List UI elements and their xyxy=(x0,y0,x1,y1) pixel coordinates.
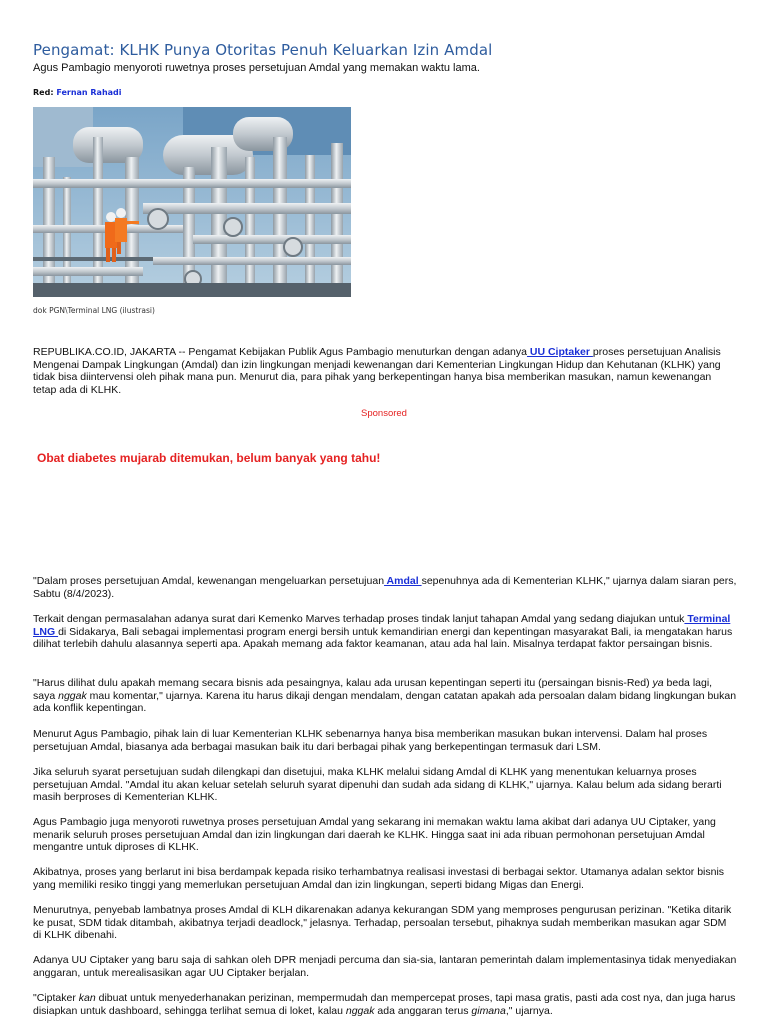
paragraph-11-text-b: dibuat untuk menyederhanakan perizinan, mempermudah dan mempercepat proses, tapi masa gratis, pasti ada cost nya, dan juga harus disiapkan untuk dashboard, sehingga terlihat semua di loket, kalau xyxy=(33,992,736,1017)
uu-ciptaker-link[interactable]: UU Ciptaker xyxy=(526,346,593,358)
paragraph-1-text-a: REPUBLIKA.CO.ID, JAKARTA -- Pengamat Kebijakan Publik Agus Pambagio menuturkan dengan adanya xyxy=(33,346,527,358)
author-link[interactable]: Fernan Rahadi xyxy=(56,88,122,97)
paragraph-1-text-b: proses persetujuan Analisis Mengenai Dampak Lingkungan (Amdal) dan izin lingkungan menjadi kewenangan dari Kementerian Lingkungan Hidup dan Kehutanan (KLHK) yang tidak bisa diintervensi oleh pihak mana pun. Menurut dia, para pihak yang berkepentingan hanya bisa memberikan masukan, namun kewenangan tetap ada di KLHK. xyxy=(33,346,721,396)
sponsored-label: Sponsored xyxy=(361,408,407,419)
paragraph-11-italic-gimana: gimana xyxy=(471,1004,506,1017)
paragraph-6: Jika seluruh syarat persetujuan sudah dilengkapi dan disetujui, maka KLHK melalui sidang Amdal di KLHK yang menentukan keluarnya proses persetujuan Amdal. "Amdal itu akan keluar setelah seluruh syarat dipenuhi dan sudah ada sidang di KLHK," ujarnya. Kalau belum ada sidang berarti masih berproses di Kementerian KLHK. xyxy=(33,766,722,804)
paragraph-11-italic-kan: kan xyxy=(78,992,96,1004)
byline-label: Red: xyxy=(33,88,54,97)
paragraph-2-text-a: "Dalam proses persetujuan Amdal, kewenangan mengeluarkan persetujuan xyxy=(33,575,385,587)
byline xyxy=(33,88,122,97)
paragraph-2-text-b: sepenuhnya ada di Kementerian KLHK," ujarnya dalam siaran pers, Sabtu (8/4/2023). xyxy=(33,575,737,600)
paragraph-3 xyxy=(33,613,737,651)
article-title: Pengamat: KLHK Punya Otoritas Penuh Keluarkan Izin Amdal xyxy=(33,41,493,59)
paragraph-2 xyxy=(33,575,737,600)
paragraph-11-text-a: "Ciptaker xyxy=(33,992,79,1004)
photo-caption: dok PGN\Terminal LNG (ilustrasi) xyxy=(33,306,155,315)
paragraph-5: Menurut Agus Pambagio, pihak lain di luar Kementerian KLHK sebenarnya hanya bisa memberikan masukan bukan intervensi. Dalam hal proses persetujuan Amdal, biasanya ada berbagai masukan baik itu dari berbagai pihak yang berkepentingan termasuk dari LSM. xyxy=(33,728,708,753)
paragraph-3-text-a: Terkait dengan permasalahan adanya surat dari Kemenko Marves terhadap proses tindak lanjut tahapan Amdal yang sedang diajukan untuk xyxy=(33,613,685,625)
paragraph-3-text-b: di Sidakarya, Bali sebagai implementasi program energi bersih untuk kemandirian energi dan kepentingan masyarakat Bali, ia mengatakan harus dilihat terlebih dahulu alasannya seperti apa. Apakah memang ada faktor keamanan, atau ada hal lain. Misalnya terdapat faktor persaingan bisnis. xyxy=(33,625,733,651)
paragraph-4-italic-nggak: nggak xyxy=(58,689,87,702)
article-photo xyxy=(33,107,351,297)
paragraph-1 xyxy=(33,346,737,396)
paragraph-11-italic-nggak: nggak xyxy=(345,1004,375,1017)
paragraph-4-text-b: beda lagi, saya xyxy=(33,677,713,702)
paragraph-8: Akibatnya, proses yang berlarut ini bisa berdampak kepada risiko terhambatnya realisasi investasi di berbagai sektor. Utamanya adalan sektor bisnis yang memiliki resiko tinggi yang memerlukan persetujuan Amdal dan izin lingkungan, seperti bidang Migas dan Energi. xyxy=(33,866,725,891)
sponsored-promo-link[interactable]: Obat diabetes mujarab ditemukan, belum banyak yang tahu! xyxy=(37,451,381,465)
paragraph-9: Menurutnya, penyebab lambatnya proses Amdal di KLH dikarenakan adanya kekurangan SDM yang memproses pengurusan perizinan. "Ketika ditarik ke pusat, SDM tidak ditambah, akibatnya terjadi deadlock," jelasnya. Terhadap, persoalan tersebut, pihaknya sudah memberikan masukan agar SDM di KLHK dibenahi. xyxy=(33,904,732,942)
paragraph-11-text-d: ," ujarnya. xyxy=(505,1004,553,1017)
paragraph-4-italic-ya: ya xyxy=(652,677,664,689)
paragraph-4 xyxy=(33,677,737,715)
paragraph-7: Agus Pambagio juga menyoroti ruwetnya proses persetujuan Amdal yang sekarang ini memakan waktu lama akibat dari adanya UU Ciptaker, yang menarik seluruh proses persetujuan Amdal dan izin lingkungan dari daerah ke KLHK. Hingga saat ini ada ribuan permohonan persetujuan Amdal mengantre untuk diproses di KLHK. xyxy=(33,816,716,854)
paragraph-11 xyxy=(33,992,737,1017)
paragraph-4-text-a: "Harus dilihat dulu apakah memang secara bisnis ada pesaingnya, kalau ada urusan kepentingan seperti itu (persaingan bisnis-Red) xyxy=(33,677,653,689)
article-subtitle: Agus Pambagio menyoroti ruwetnya proses persetujuan Amdal yang memakan waktu lama. xyxy=(33,62,480,74)
paragraph-11-text-c: ada anggaran terus xyxy=(374,1004,472,1017)
paragraph-4-text-c: mau komentar," ujarnya. Karena itu harus dikaji dengan mendalam, dengan catatan apakah ada persoalan dalam bidang lingkungan bukan ada konflik kepentingan. xyxy=(33,689,737,715)
amdal-link[interactable]: Amdal xyxy=(384,575,422,587)
terminal-lng-link[interactable]: Terminal LNG xyxy=(33,613,731,638)
paragraph-10: Adanya UU Ciptaker yang baru saja di sahkan oleh DPR menjadi percuma dan sia-sia, lantaran pemerintah dalam implementasinya tidak menyediakan anggaran, untuk merealisasikan agar UU Ciptaker berjalan. xyxy=(33,954,737,979)
